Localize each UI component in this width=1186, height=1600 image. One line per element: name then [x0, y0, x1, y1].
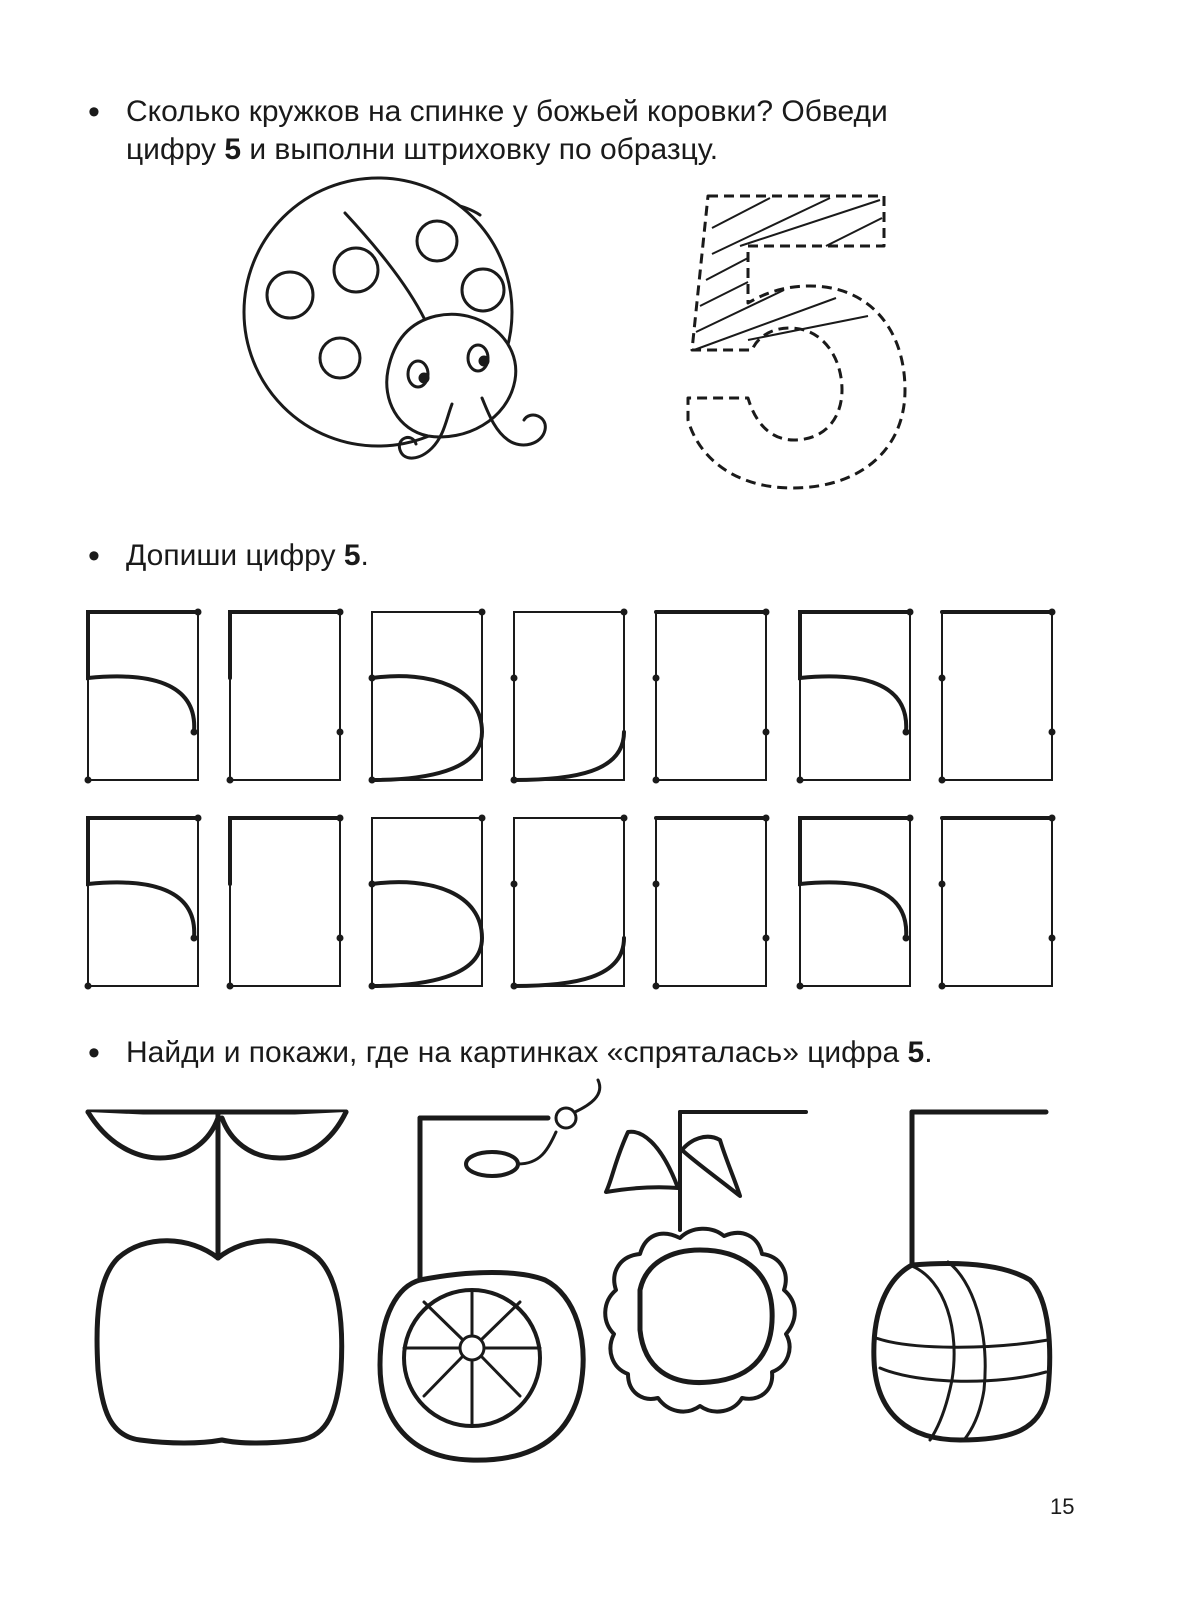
tracing-box[interactable]	[939, 815, 1056, 990]
tracing-box[interactable]	[369, 609, 486, 784]
tracing-box[interactable]	[797, 609, 914, 784]
flower-illustration	[605, 1112, 806, 1412]
tracing-box[interactable]	[85, 815, 202, 990]
ball-illustration	[874, 1112, 1050, 1440]
task-1-line-1: Сколько кружков на спинке у божьей коровки? Обведи	[126, 95, 888, 128]
digit-5-label: 5	[343, 539, 361, 572]
tracing-boxes	[85, 609, 1056, 990]
ladybug-illustration	[244, 178, 545, 458]
tracing-box[interactable]	[939, 609, 1056, 784]
tracing-box[interactable]	[85, 609, 202, 784]
bullet: •	[88, 537, 100, 575]
page-number: 15	[1050, 1494, 1075, 1519]
apple-illustration	[88, 1112, 346, 1443]
tracing-box[interactable]	[511, 815, 628, 990]
tracing-box[interactable]	[369, 815, 486, 990]
tracing-box[interactable]	[653, 815, 770, 990]
task-2-text: Допиши цифру 5.	[126, 539, 369, 572]
task-3-text: Найди и покажи, где на картинках «спряталась» цифра 5.	[126, 1036, 933, 1069]
bullet: •	[88, 1034, 100, 1072]
task-1-line-2: цифру 5 и выполни штриховку по образцу.	[126, 133, 719, 166]
wheel-illustration	[380, 1080, 600, 1460]
tracing-box[interactable]	[511, 609, 628, 784]
digit-5-label: 5	[224, 133, 241, 166]
bullet: •	[88, 93, 100, 131]
dashed-digit-5	[688, 196, 905, 488]
tracing-box[interactable]	[797, 815, 914, 990]
tracing-box[interactable]	[653, 609, 770, 784]
digit-5-label: 5	[907, 1036, 925, 1069]
tracing-box[interactable]	[227, 815, 344, 990]
tracing-box[interactable]	[227, 609, 344, 784]
